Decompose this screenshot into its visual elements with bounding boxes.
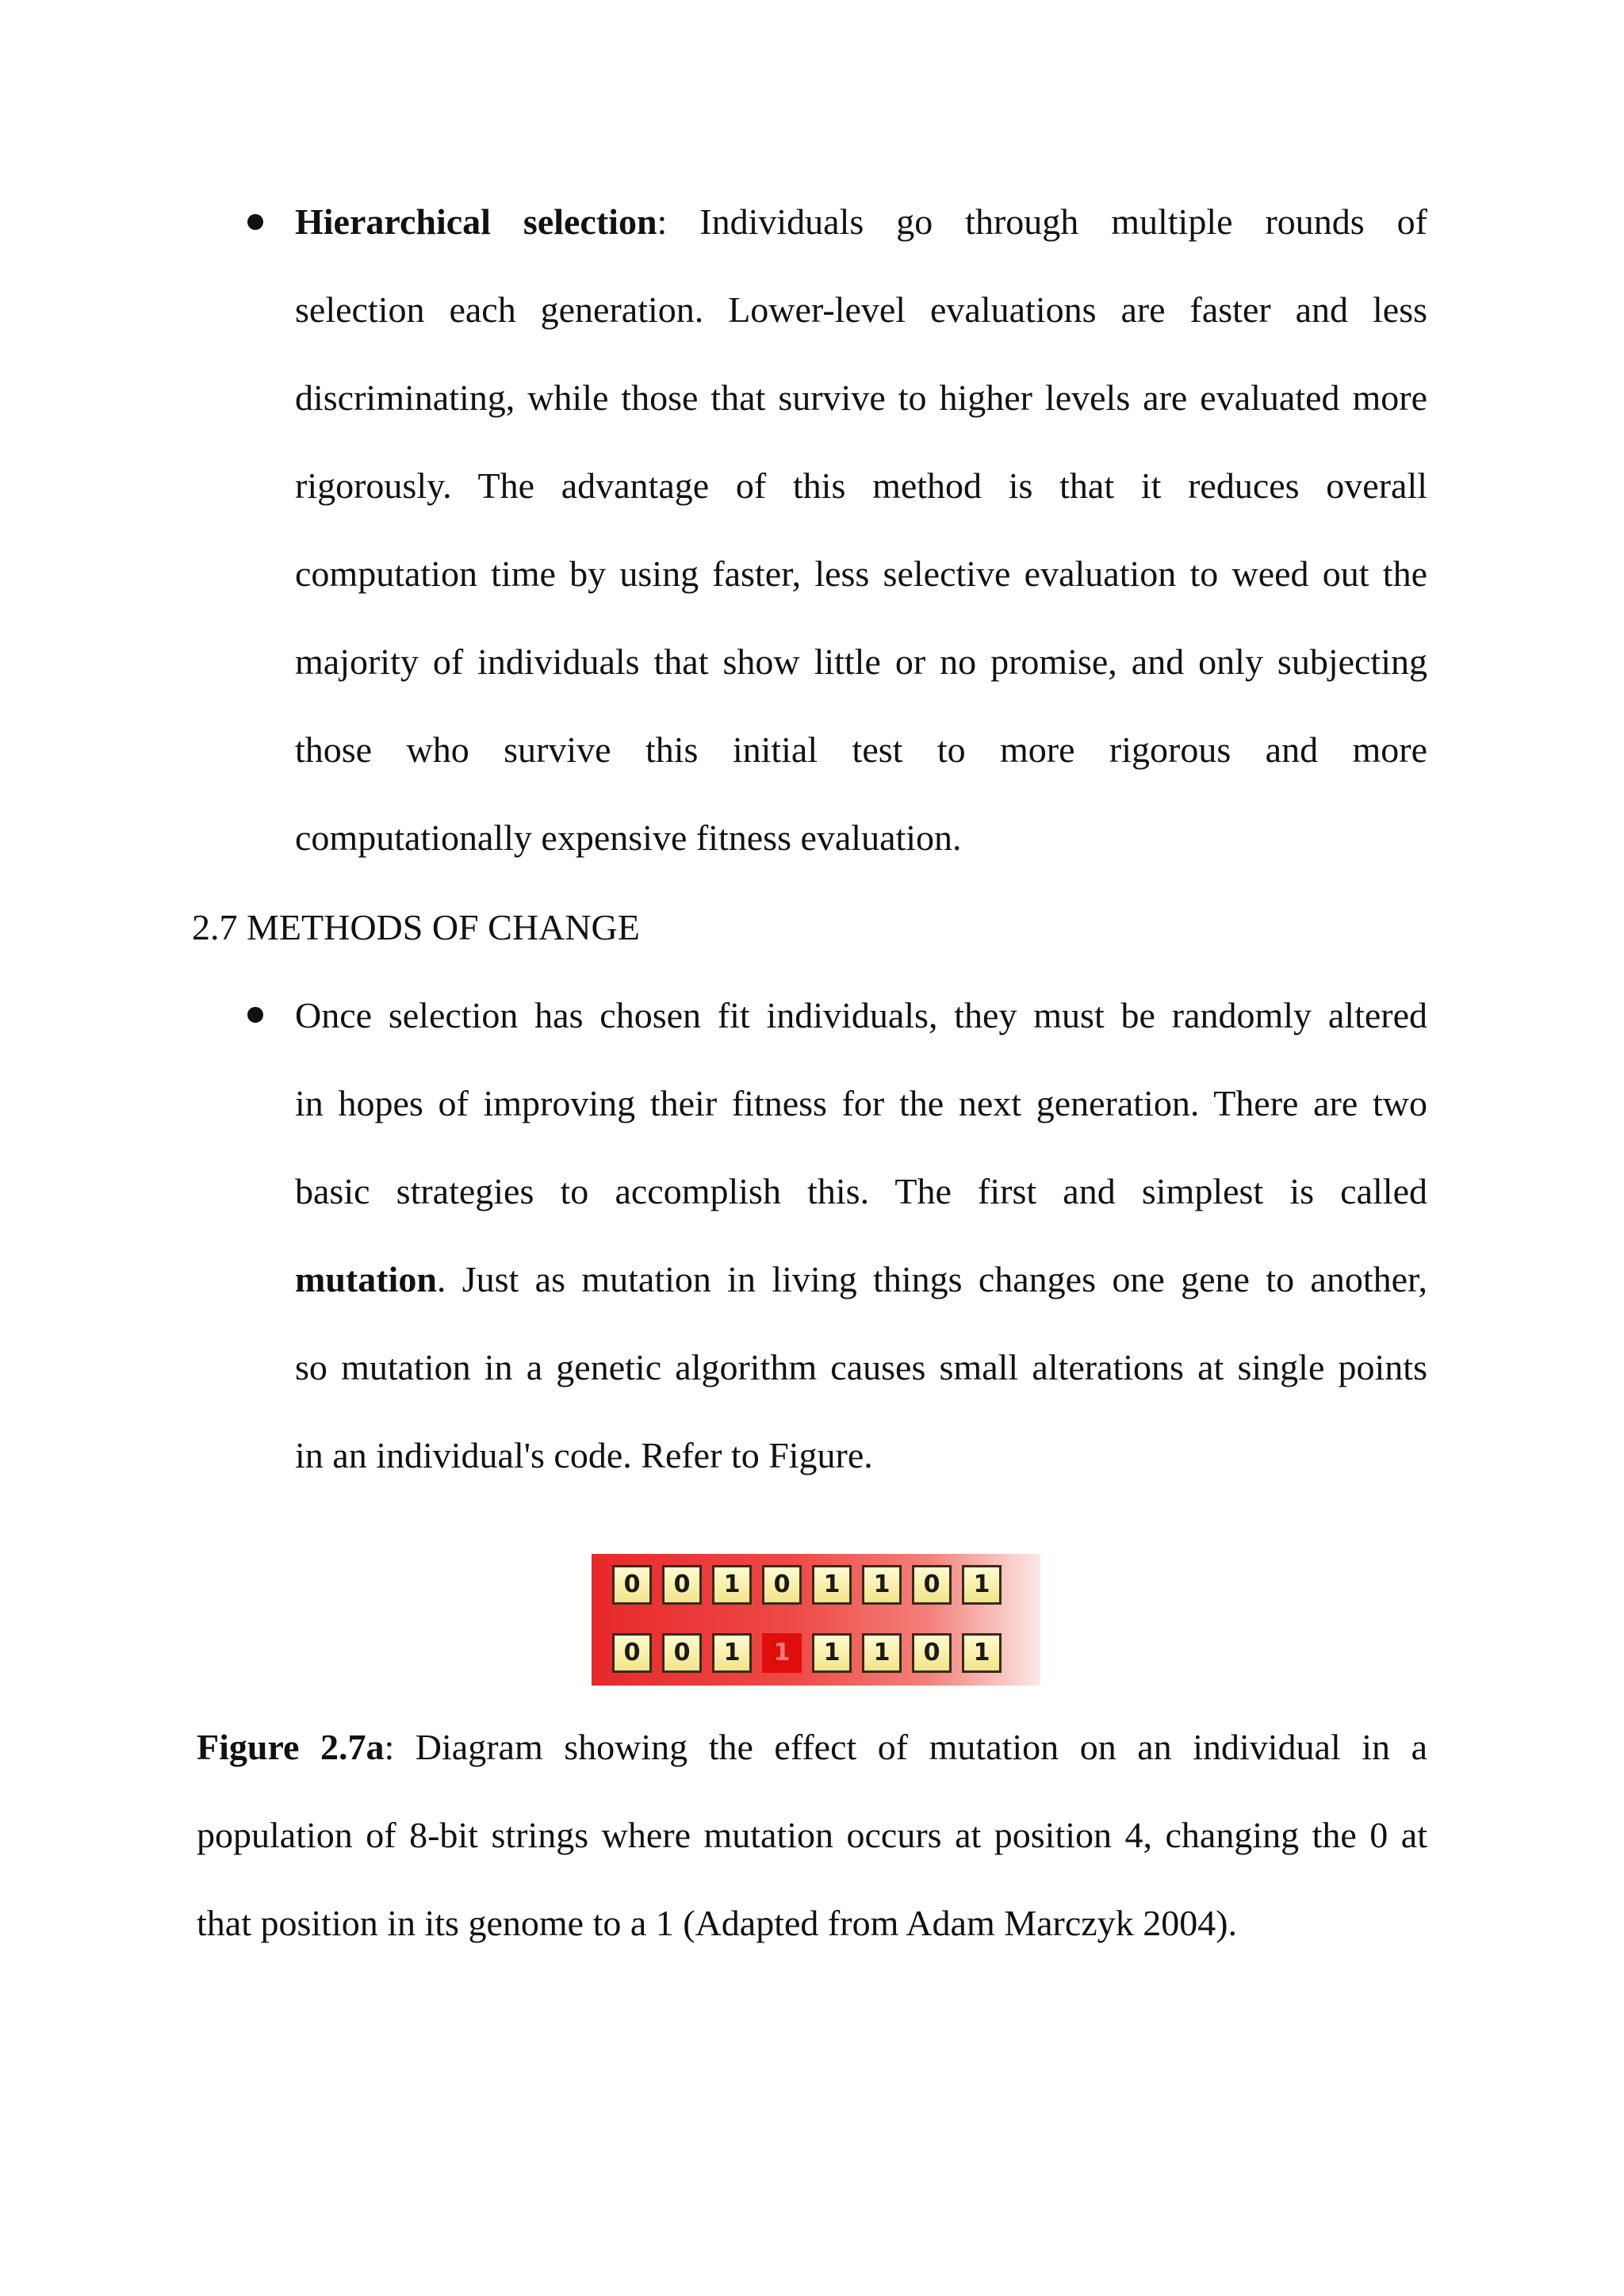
bit-cell: 0 (662, 1633, 702, 1673)
bit-cell: 1 (812, 1633, 852, 1673)
mutation-diagram (592, 1554, 1040, 1686)
paragraph-line: selection each generation. Lower-level evaluations are faster and less (295, 289, 1427, 330)
paragraph-line: mutation. Just as mutation in living things changes one gene to another, (295, 1259, 1427, 1299)
paragraph-line: in hopes of improving their fitness for the next generation. There are two (295, 1083, 1427, 1123)
paragraph-line: Once selection has chosen fit individuals, they must be randomly altered (295, 995, 1427, 1035)
figure-label: Figure 2.7a (197, 1727, 385, 1767)
original-bit-string (612, 1565, 1012, 1605)
bit-cell: 1 (962, 1565, 1002, 1605)
paragraph-line: Hierarchical selection: Individuals go through multiple rounds of (295, 201, 1427, 242)
paragraph-line: those who survive this initial test to more rigorous and more (295, 729, 1427, 770)
mutated-bit-string (612, 1633, 1012, 1673)
caption-line: Figure 2.7a: Diagram showing the effect of mutation on an individual in a (197, 1727, 1427, 1767)
section-heading: 2.7 METHODS OF CHANGE (192, 907, 640, 947)
paragraph-line: computation time by using faster, less selective evaluation to weed out the (295, 553, 1427, 594)
bit-cell: 1 (812, 1565, 852, 1605)
bit-cell: 1 (862, 1633, 902, 1673)
paragraph-line: rigorously. The advantage of this method is that it reduces overall (295, 465, 1427, 506)
term-mutation: mutation (295, 1259, 437, 1299)
bit-cell: 1 (712, 1633, 752, 1673)
bit-cell: 0 (912, 1565, 952, 1605)
paragraph-line: discriminating, while those that survive to higher levels are evaluated more (295, 377, 1427, 418)
bit-cell: 1 (962, 1633, 1002, 1673)
paragraph-line: majority of individuals that show little or no promise, and only subjecting (295, 641, 1427, 682)
term-hierarchical-selection: Hierarchical selection (295, 201, 657, 242)
paragraph-line: basic strategies to accomplish this. The first and simplest is called (295, 1171, 1427, 1211)
bit-cell: 1 (712, 1565, 752, 1605)
mutated-bit-cell: 1 (762, 1633, 802, 1673)
bit-cell: 0 (612, 1565, 652, 1605)
bit-cell: 0 (912, 1633, 952, 1673)
bit-cell: 1 (862, 1565, 902, 1605)
paragraph-line: so mutation in a genetic algorithm causes small alterations at single points (295, 1347, 1427, 1387)
paragraph-line: in an individual's code. Refer to Figure. (295, 1435, 873, 1475)
caption-line: that position in its genome to a 1 (Adapted from Adam Marczyk 2004). (197, 1903, 1238, 1943)
caption-line: population of 8-bit strings where mutation occurs at position 4, changing the 0 at (197, 1815, 1427, 1855)
paragraph-line: computationally expensive fitness evaluation. (295, 817, 962, 858)
bullet-dot (247, 214, 263, 230)
bit-cell: 0 (762, 1565, 802, 1605)
bit-cell: 0 (612, 1633, 652, 1673)
bullet-dot (247, 1007, 263, 1023)
bit-cell: 0 (662, 1565, 702, 1605)
